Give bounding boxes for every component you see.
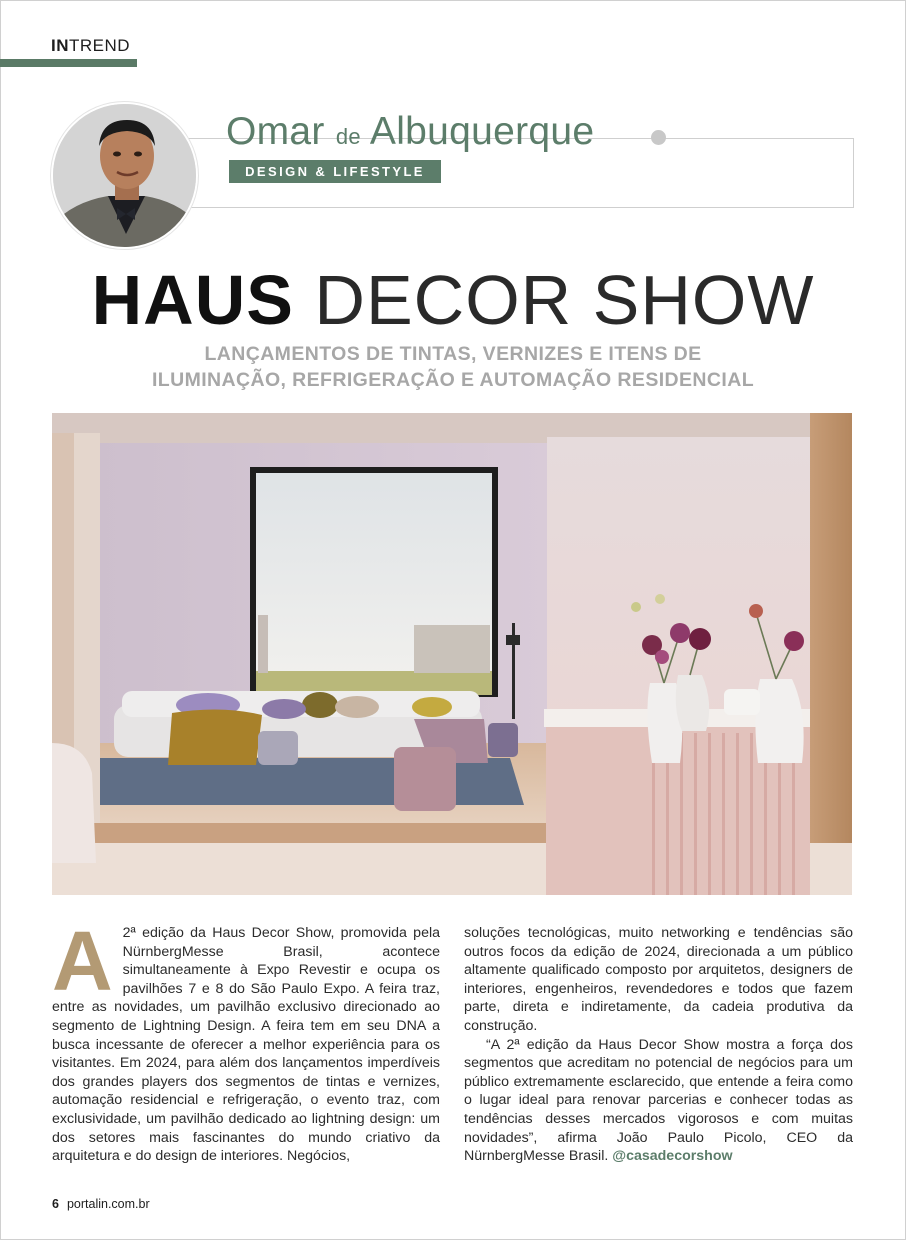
article-title-bold: HAUS bbox=[91, 261, 294, 339]
author-last-name: Albuquerque bbox=[369, 110, 595, 153]
dropcap: A bbox=[52, 914, 113, 1008]
page-number: 6 bbox=[52, 1197, 59, 1211]
author-role-badge: DESIGN & LIFESTYLE bbox=[229, 160, 441, 183]
article-paragraph-3 bbox=[464, 1036, 853, 1166]
page-footer bbox=[52, 1197, 150, 1211]
social-handle-link[interactable]: @casadecorshow bbox=[612, 1148, 733, 1165]
article-subtitle bbox=[0, 341, 906, 393]
hero-photo bbox=[52, 413, 852, 895]
author-first-name: Omar bbox=[226, 110, 325, 153]
article-paragraph-1: 2ª edição da Haus Decor Show, promovida pela NürnbergMesse Brasil, acontece simultaneamente à Expo Revestir e ocupa os pavilhões 7 e 8 do São Paulo Expo. A feira traz, entre as novidades, um pavilhão exclusivo direcionado ao segmento de Lightning Design. A feira tem em seu DNA a busca incessante de oferecer a melhor experiência para os visitantes. Em 2024, para além dos lançamentos imperdíveis dos grandes players dos segmentos de tintas e vernizes, automação residencial e refrigeração, o evento traz, com exclusividade, um pavilhão dedicado ao lightning design: um dos setores mais fascinantes do mundo criativo da arquitetura e do design de interiores. Negócios, bbox=[52, 925, 440, 1165]
article-quote: “A 2ª edição da Haus Decor Show mostra a força dos segmentos que acreditam no potencial de negócios para um público extremamente esclarecido, que entende a feira como o lugar ideal para renovar parcerias e conhecer todas as tendências desses mercados vigorosos e com muitas novidades”, afirma João Paulo Picolo, CEO da NürnbergMesse Brasil. bbox=[464, 1036, 853, 1165]
author-middle-name: de bbox=[335, 124, 361, 149]
footer-site-link[interactable]: portalin.com.br bbox=[66, 1197, 150, 1211]
section-tag bbox=[51, 36, 130, 56]
article-title-light: DECOR SHOW bbox=[314, 261, 815, 339]
article-body-left-column bbox=[52, 914, 440, 1166]
author-avatar bbox=[51, 102, 198, 249]
circle-dot-icon bbox=[651, 130, 666, 145]
author-name bbox=[226, 110, 594, 154]
section-tag-bold: IN bbox=[51, 36, 69, 55]
article-paragraph-2: soluções tecnológicas, muito networking e tendências são outros focos da edição de 2024, direcionada a um público altamente qualificado composto por arquitetos, designers de interiores, engenheiros, revendedores e todos que fazem parte, direta e indiretamente, da cadeia produtiva da construção. bbox=[464, 925, 853, 1034]
article-title bbox=[0, 260, 906, 340]
section-tag-rest: TREND bbox=[69, 36, 131, 55]
article-body-right-column bbox=[464, 924, 853, 1166]
section-rule bbox=[0, 59, 137, 67]
article-subtitle-line-1: LANÇAMENTOS DE TINTAS, VERNIZES E ITENS DE bbox=[204, 343, 702, 365]
article-subtitle-line-2: ILUMINAÇÃO, REFRIGERAÇÃO E AUTOMAÇÃO RESIDENCIAL bbox=[151, 369, 755, 391]
